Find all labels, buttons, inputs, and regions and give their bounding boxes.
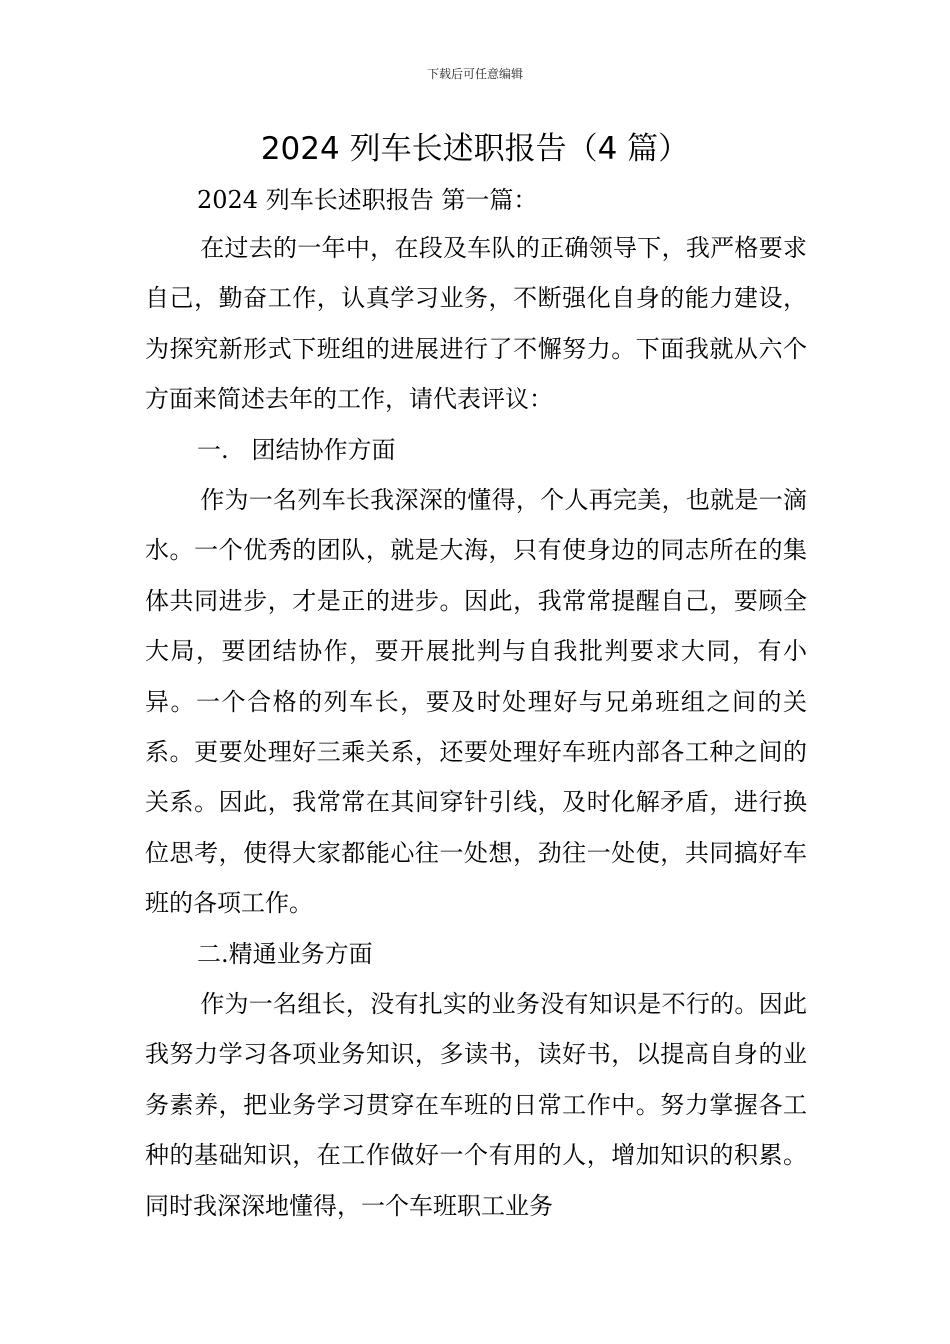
document-body [145,178,807,1231]
section-heading-business: 二.精通业务方面 [197,939,373,968]
document-title: 2024 列车长述职报告（4 篇） [260,131,690,167]
section-paragraph-teamwork: 作为一名列车长我深深的懂得，个人再完美，也就是一滴水。一个优秀的团队，就是大海，只有使身边的同志所在的集体共同进步，才是正的进步。因此，我常常提醒自己，要顾全大局，要团结协作，要开展批判与自我批判要求大同，有小异。一个合格的列车长，要及时处理好与兄弟班组之间的关系。更要处理好三乘关系，还要处理好车班内部各工种之间的关系。因此，我常常在其间穿针引线，及时化解矛盾，进行换位思考，使得大家都能心往一处想，劲往一处使，共同搞好车班的各项工作。 [145,486,807,918]
header-note: 下载后可任意编辑 [426,67,523,81]
intro-paragraph: 在过去的一年中，在段及车队的正确领导下，我严格要求自己，勤奋工作，认真学习业务，不断强化自身的能力建设，为探究新形式下班组的进展进行了不懈努力。下面我就从六个方面来简述去年的工作，请代表评议： [145,234,807,414]
section-subtitle: 2024 列车长述职报告 第一篇： [197,186,538,214]
section-heading-teamwork: 一. 团结协作方面 [197,435,396,464]
section-paragraph-business: 作为一名组长，没有扎实的业务没有知识是不行的。因此我努力学习各项业务知识，多读书，读好书，以提高自身的业务素养，把业务学习贯穿在车班的日常工作中。努力掌握各工种的基础知识，在工作做好一个有用的人，增加知识的积累。同时我深深地懂得，一个车班职工业务 [145,990,807,1220]
